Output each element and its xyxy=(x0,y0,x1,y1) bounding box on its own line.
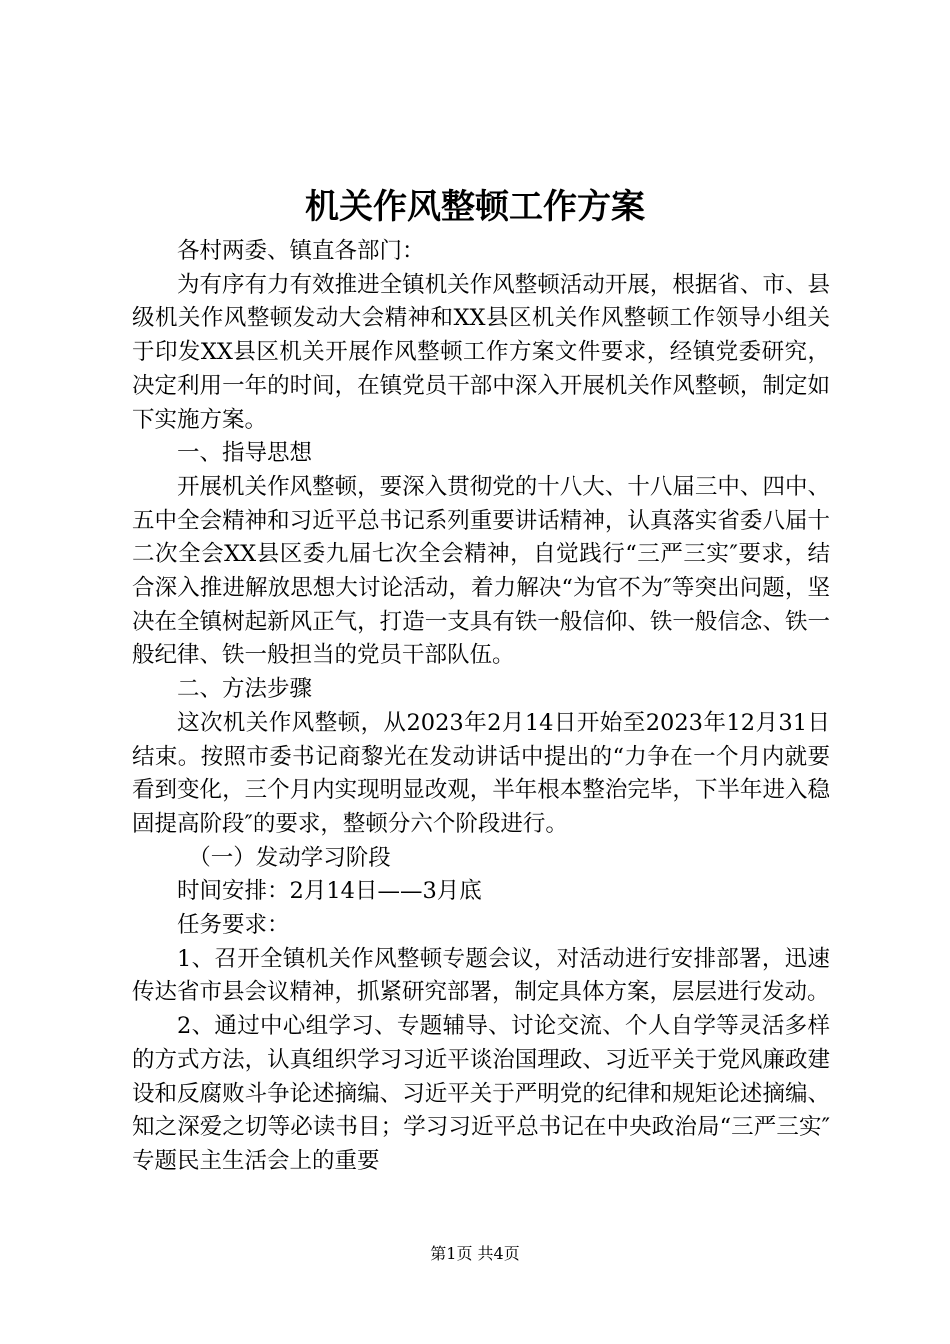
schedule-line: 时间安排：2月14日——3月底 xyxy=(177,878,482,905)
document-body xyxy=(132,235,830,1179)
task-item-2: 2、通过中心组学习、专题辅导、讨论交流、个人自学等灵活多样的方式方法，认真组织学习习近平谈治国理政、习近平关于党风廉政建设和反腐败斗争论述摘编、习近平关于严明党的纪律和规矩论述摘编、知之深爱之切等必读书目；学习习近平总书记在中央政治局“三严三实″专题民主生活会上的重要 xyxy=(132,1013,830,1174)
section-heading-guiding-thought: 一、指导思想 xyxy=(177,440,313,467)
guiding-thought-paragraph: 开展机关作风整顿，要深入贯彻党的十八大、十八届三中、四中、五中全会精神和习近平总书记系列重要讲话精神，认真落实省委八届十二次全会XX县区委九届七次全会精神，自觉践行“三严三实″要求，结合深入推进解放思想大讨论活动，着力解决“为官不为″等突出问题，坚决在全镇树起新风正气，打造一支具有铁一般信仰、铁一般信念、铁一般纪律、铁一般担当的党员干部队伍。 xyxy=(132,473,830,669)
task-requirements-heading: 任务要求： xyxy=(177,912,290,939)
task-item-1: 1、召开全镇机关作风整顿专题会议，对活动进行安排部署，迅速传达省市县会议精神，抓紧研究部署，制定具体方案，层层进行发动。 xyxy=(132,945,830,1006)
method-steps-paragraph: 这次机关作风整顿，从2023年2月14日开始至2023年12月31日结束。按照市委书记商黎光在发动讲话中提出的“力争在一个月内就要看到变化，三个月内实现明显改观，半年根本整治完毕，下半年进入稳固提高阶段″的要求，整顿分六个阶段进行。 xyxy=(132,709,830,837)
stage-1-heading: （一）发动学习阶段 xyxy=(188,844,391,871)
section-heading-method-steps: 二、方法步骤 xyxy=(177,676,313,703)
page-footer: 第1页 共4页 xyxy=(430,1244,520,1263)
intro-paragraph: 为有序有力有效推进全镇机关作风整顿活动开展，根据省、市、县级机关作风整顿发动大会精神和XX县区机关作风整顿工作领导小组关于印发XX县区机关开展作风整顿工作方案文件要求，经镇党委研究，决定利用一年的时间，在镇党员干部中深入开展机关作风整顿，制定如下实施方案。 xyxy=(132,271,830,433)
salutation: 各村两委、镇直各部门： xyxy=(177,238,425,264)
document-title: 机关作风整顿工作方案 xyxy=(305,187,645,227)
